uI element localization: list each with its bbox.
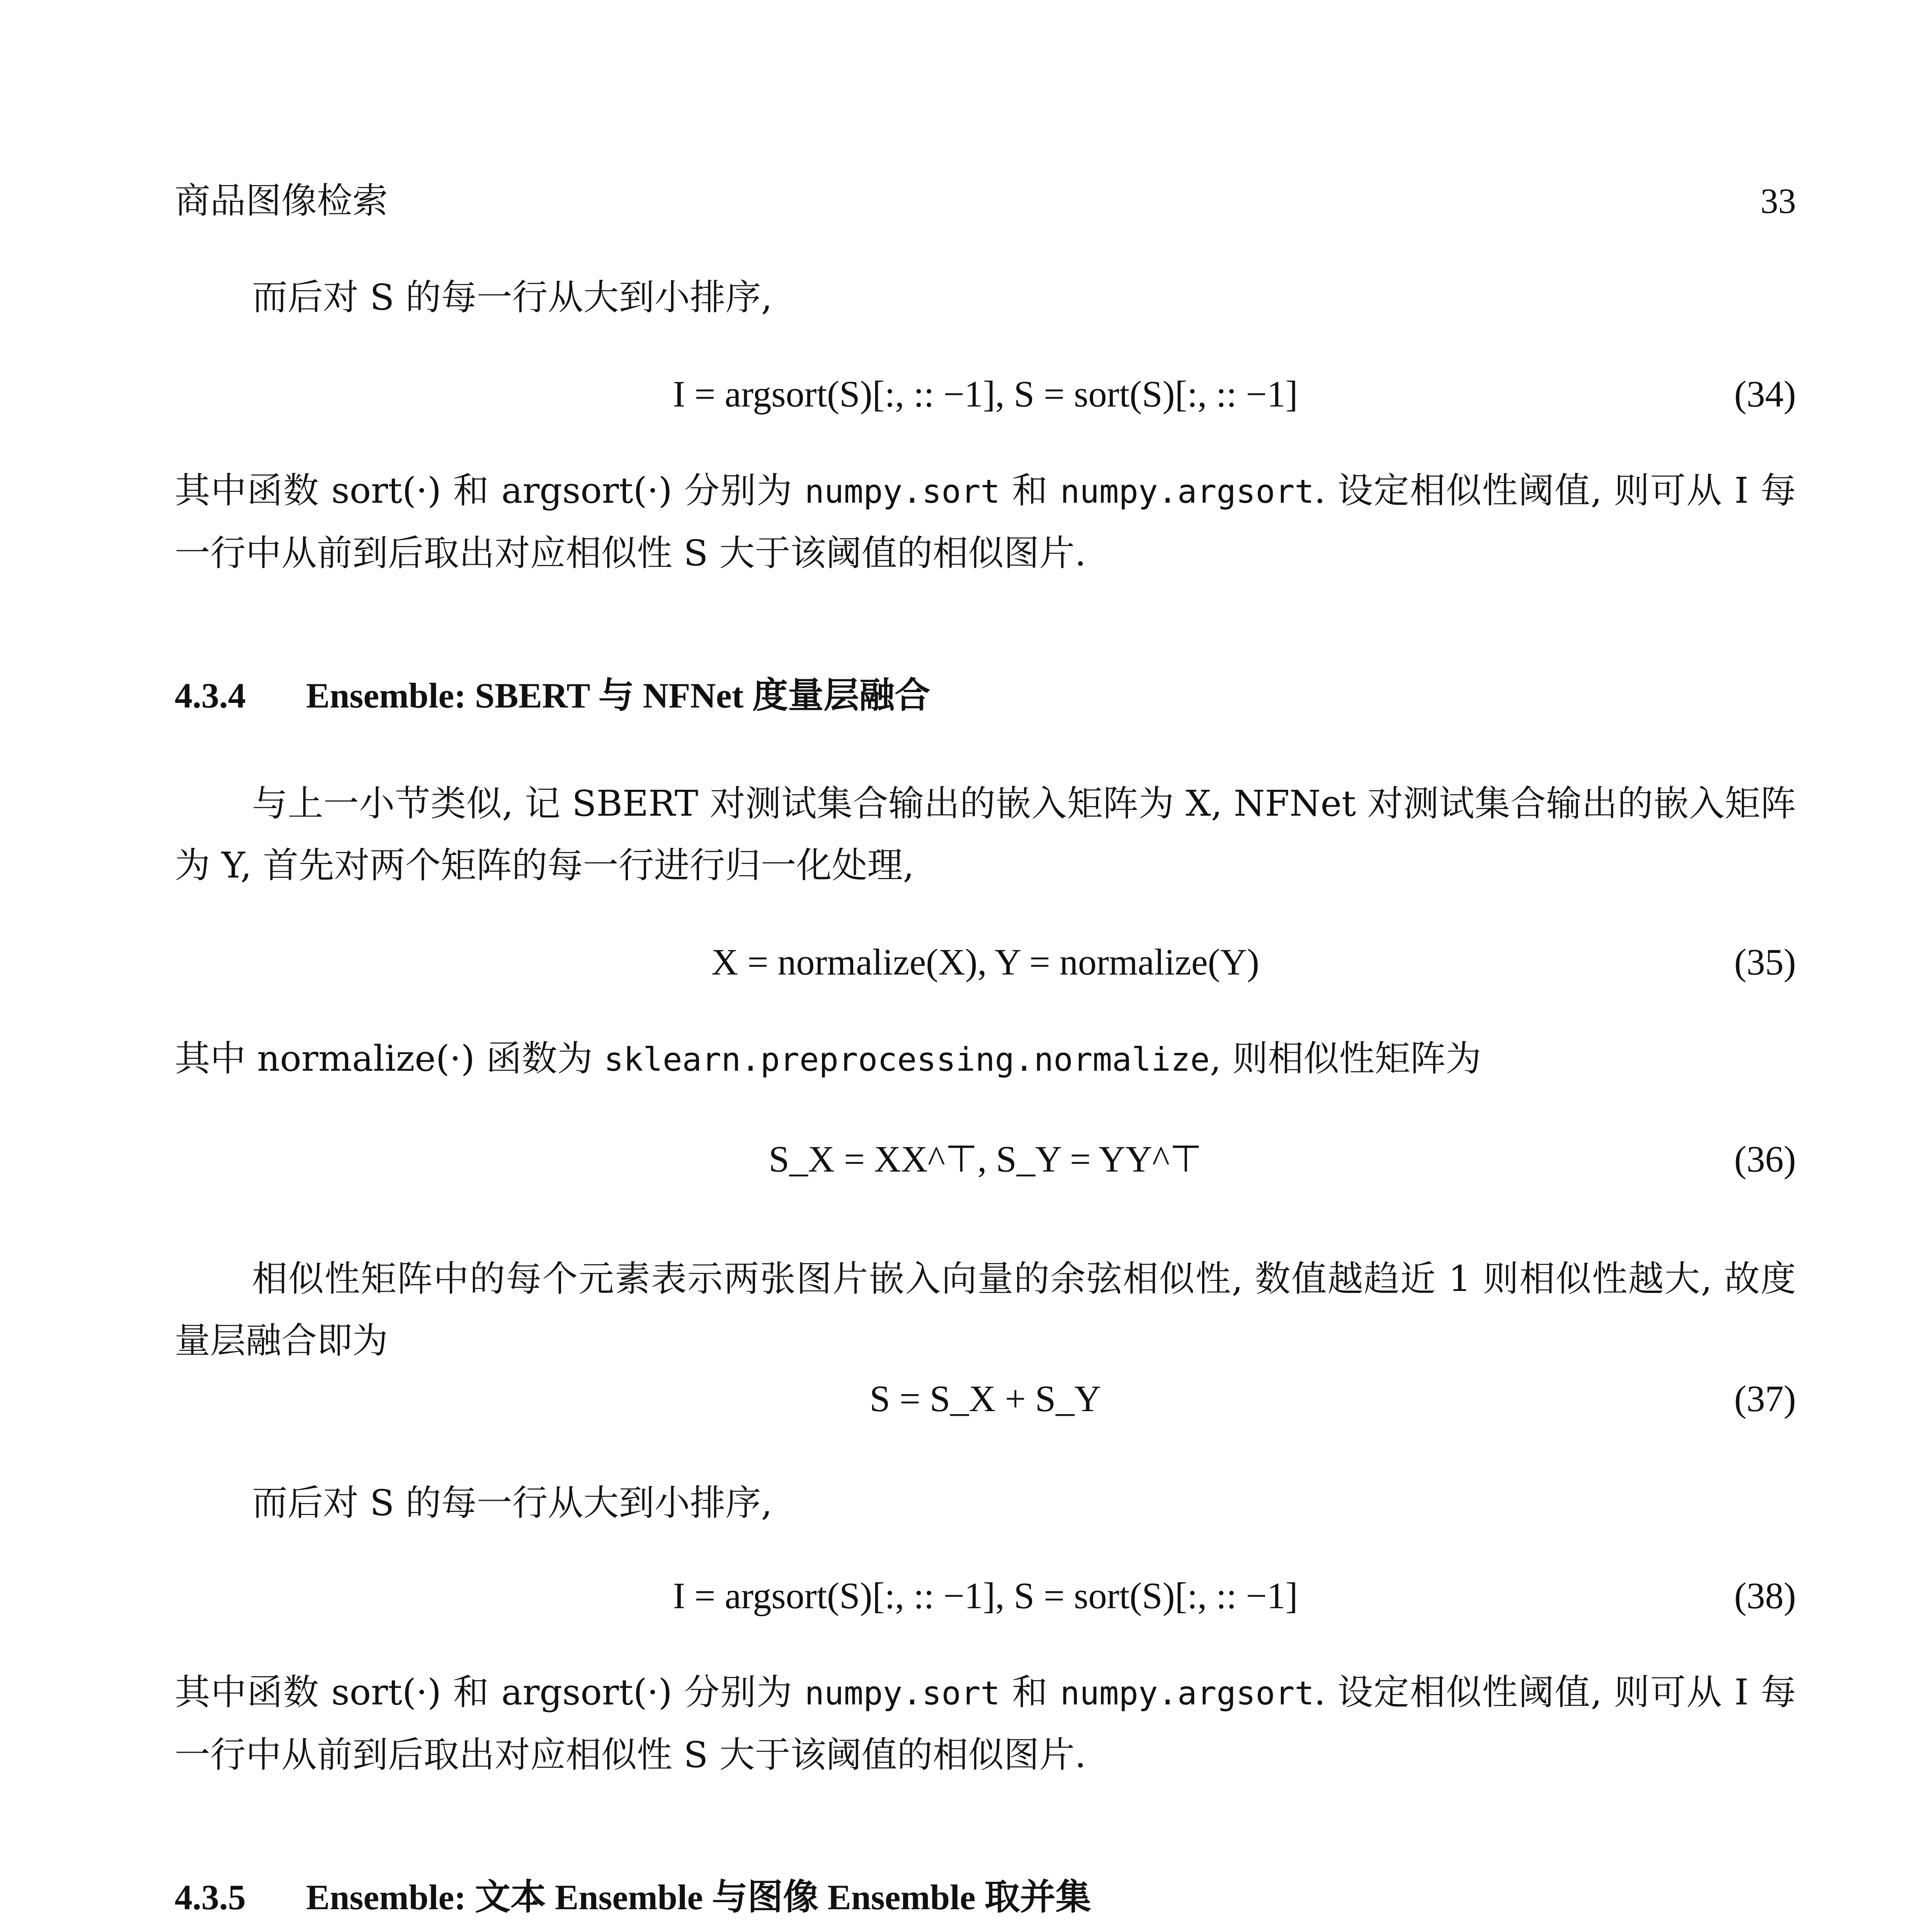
- text-run: . 设定相似性阈值, 则可从 I 每一行中从前到后取出对应相似性 S 大于该阈值的相似图片.: [175, 470, 1796, 574]
- paragraph: [175, 460, 1796, 584]
- text-run: 和: [1000, 470, 1060, 511]
- equation-content: X = normalize(X), Y = normalize(Y): [711, 941, 1259, 983]
- equation-content: S_X = XX^⊤, S_Y = YY^⊤: [769, 1138, 1202, 1180]
- equation-36: [175, 1128, 1796, 1190]
- paragraph: [175, 1662, 1796, 1786]
- text-run: 其中函数 sort(·) 和 argsort(·) 分别为: [175, 470, 805, 511]
- equation-number: (37): [1734, 1378, 1796, 1419]
- text-run: 和: [1000, 1672, 1060, 1713]
- equation-content: I = argsort(S)[:, :: −1], S = sort(S)[:, :: −1]: [673, 373, 1298, 415]
- section-heading: [175, 665, 1796, 726]
- equation-content: I = argsort(S)[:, :: −1], S = sort(S)[:, :: −1]: [673, 1575, 1298, 1616]
- inline-code: numpy.argsort: [1060, 1674, 1315, 1712]
- paragraph: 与上一小节类似, 记 SBERT 对测试集合输出的嵌入矩阵为 X, NFNet 对测试集合输出的嵌入矩阵为 Y, 首先对两个矩阵的每一行进行归一化处理,: [175, 783, 1796, 886]
- section-number: 4.3.4: [175, 676, 246, 715]
- paragraph: [175, 1028, 1796, 1090]
- equation-37: [175, 1368, 1796, 1430]
- equation-content: S = S_X + S_Y: [869, 1378, 1101, 1419]
- paragraph: 而后对 S 的每一行从大到小排序,: [252, 1482, 772, 1524]
- paragraph: 相似性矩阵中的每个元素表示两张图片嵌入向量的余弦相似性, 数值越趋近 1 则相似性越大, 故度量层融合即为: [175, 1258, 1796, 1361]
- section-heading: [175, 1866, 1796, 1928]
- section-number: 4.3.5: [175, 1878, 246, 1917]
- equation-number: (34): [1734, 373, 1796, 415]
- text-run: 其中 normalize(·) 函数为: [175, 1038, 604, 1079]
- inline-code: sklearn.preprocessing.normalize: [604, 1041, 1210, 1078]
- equation-number: (36): [1734, 1138, 1796, 1180]
- text-run: 其中函数 sort(·) 和 argsort(·) 分别为: [175, 1672, 805, 1713]
- equation-35: [175, 931, 1796, 993]
- section-title: Ensemble: SBERT 与 NFNet 度量层融合: [306, 676, 930, 715]
- paragraph: 而后对 S 的每一行从大到小排序,: [252, 277, 772, 318]
- equation-number: (38): [1734, 1575, 1796, 1616]
- equation-38: [175, 1565, 1796, 1627]
- running-title: 商品图像检索: [175, 180, 388, 221]
- page-body: [175, 0, 1796, 1932]
- inline-code: numpy.argsort: [1060, 473, 1315, 510]
- section-title: Ensemble: 文本 Ensemble 与图像 Ensemble 取并集: [306, 1878, 1091, 1917]
- inline-code: numpy.sort: [804, 1674, 1000, 1712]
- equation-34: [175, 363, 1796, 425]
- text-run: . 设定相似性阈值, 则可从 I 每一行中从前到后取出对应相似性 S 大于该阈值的相似图片.: [175, 1672, 1796, 1776]
- inline-code: numpy.sort: [804, 473, 1000, 510]
- page-number: 33: [1760, 181, 1796, 221]
- text-run: , 则相似性矩阵为: [1209, 1038, 1481, 1079]
- equation-number: (35): [1734, 941, 1796, 983]
